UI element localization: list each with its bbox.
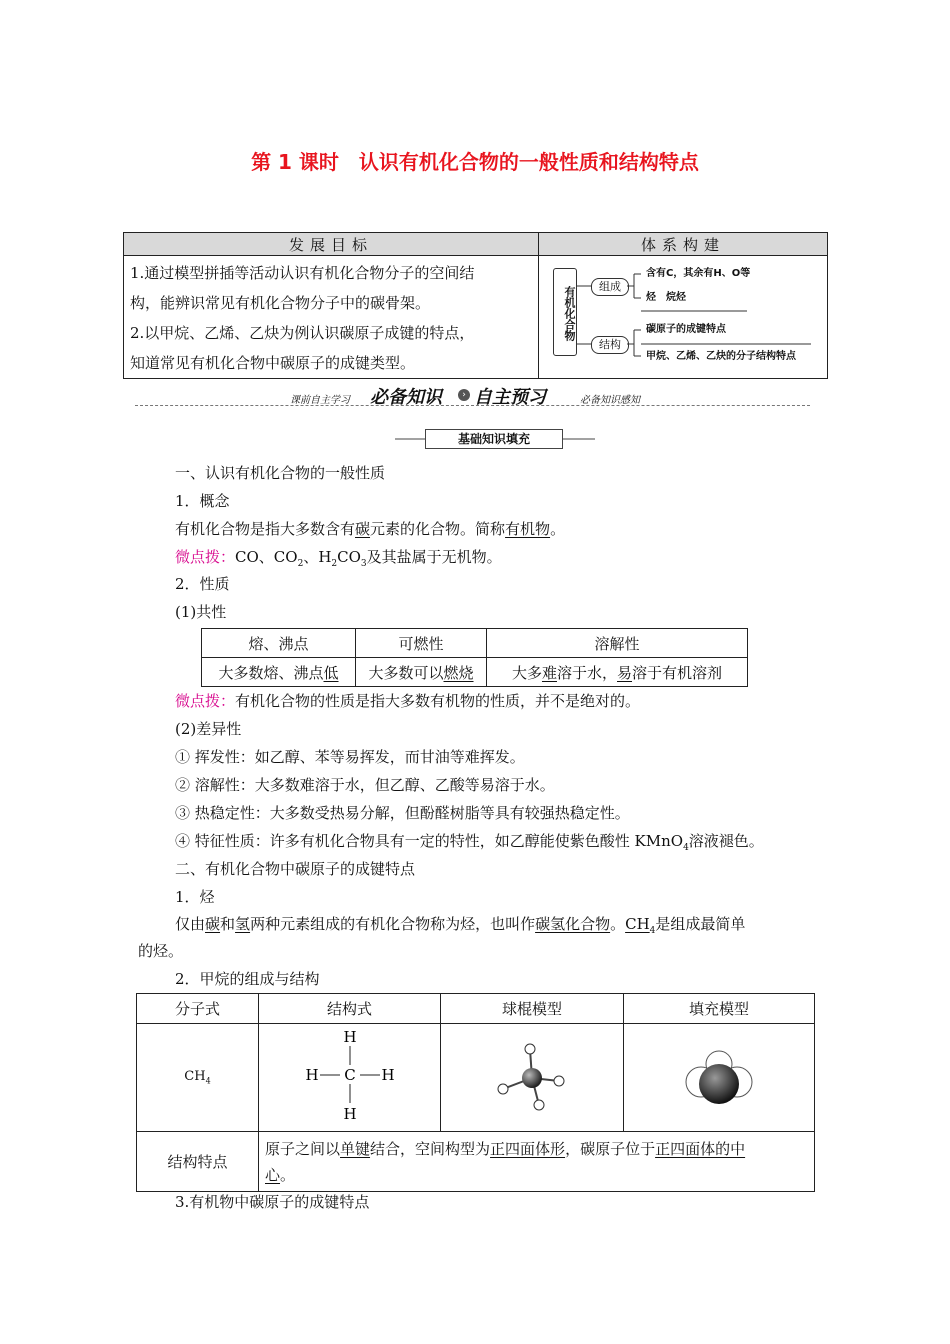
tip-label: 微点拨： [175, 548, 236, 566]
subheading-concept: 1．概念 [175, 492, 230, 510]
subheading-hydrocarbon: 1．烃 [175, 888, 215, 906]
methane-table [136, 993, 815, 1192]
section-divider [135, 405, 810, 406]
page-title: 第 1 课时 认识有机化合物的一般性质和结构特点 [251, 150, 699, 174]
t1-cell-1: 大多数熔、沸点低 [202, 658, 356, 687]
goal-line-4: 知道常见有机化合物中碳原子的成键类型。 [130, 354, 416, 372]
goal-line-3: 2.以甲烷、乙烯、乙炔为例认识碳原子成键的特点， [130, 324, 475, 342]
heading-1: 一、认识有机化合物的一般性质 [175, 464, 386, 482]
goal-line-1: 1.通过模型拼插等活动认识有机化合物分子的空间结 [130, 264, 475, 282]
t2-header-1: 分子式 [137, 994, 259, 1024]
t2-structural-formula [259, 1024, 441, 1132]
goals-text-cell [124, 256, 539, 379]
svg-text:H: H [380, 1065, 395, 1084]
goal-line-2: 构，能辨识常见有机化合物分子中的碳骨架。 [130, 294, 431, 312]
t2-header-3: 球棍模型 [441, 994, 624, 1024]
system-diagram-cell [539, 256, 828, 379]
subheading-differences: (2)差异性 [175, 720, 242, 738]
t2-space-filling-model [624, 1024, 815, 1132]
ball-stick-model-icon [487, 1033, 577, 1123]
subheading-methane: 2．甲烷的组成与结构 [175, 970, 320, 988]
subheading-properties: 2．性质 [175, 575, 230, 593]
section-bar-left: 课前自主学习 [290, 395, 350, 406]
svg-text:C: C [343, 1065, 356, 1084]
diagram-leaf-4: 甲烷、乙烯、乙炔的分子结构特点 [646, 351, 796, 362]
goals-header-right: 体系构建 [539, 233, 828, 256]
section-bar-right: 必备知识感知 [580, 395, 640, 406]
difference-4: ④ 特征性质：许多有机化合物具有一定的特性，如乙醇能使紫色酸性 KMnO$_4$溶液褪色。 [175, 832, 764, 853]
hydrocarbon-paragraph: 仅由碳和氢两种元素组成的有机化合物称为烃，也叫作碳氢化合物。$CH_4$是组成最简单 [175, 915, 746, 936]
difference-2: ② 溶解性：大多数难溶于水，但乙醇、乙酸等易溶于水。 [175, 776, 555, 794]
difference-3: ③ 热稳定性：大多数受热易分解，但酚醛树脂等具有较强热稳定性。 [175, 804, 630, 822]
section-bar-arrow-icon: › [458, 389, 470, 401]
t2-ball-stick-model [441, 1024, 624, 1132]
hydrocarbon-paragraph-end: 的烃。 [138, 942, 184, 960]
common-properties-table [201, 628, 748, 687]
t2-header-2: 结构式 [259, 994, 441, 1024]
t1-header-2: 可燃性 [356, 629, 487, 658]
t1-header-3: 溶解性 [487, 629, 748, 658]
t2-row2-label: 结构特点 [137, 1132, 259, 1192]
t2-header-4: 填充模型 [624, 994, 815, 1024]
concept-paragraph: 有机化合物是指大多数含有碳元素的化合物。简称有机物。 [175, 520, 566, 538]
subheading-carbon-bonding: 3.有机物中碳原子的成键特点 [175, 1193, 370, 1211]
section-bar [290, 383, 810, 411]
diagram-branch-structure: 结构 [591, 336, 629, 354]
goals-header-left: 发展目标 [124, 233, 539, 256]
diagram-leaf-2: 烃 烷烃 [646, 292, 686, 303]
tip-1: 微点拨：CO、$CO_2$、$H_2CO_3$及其盐属于无机物。 [175, 548, 502, 569]
t2-formula: $CH_4$ [137, 1024, 259, 1132]
t1-cell-3: 大多难溶于水，易溶于有机溶剂 [487, 658, 748, 687]
diagram-leaf-1: 含有C，其余有H、O等 [646, 268, 751, 279]
goals-table [123, 232, 828, 379]
heading-2: 二、有机化合物中碳原子的成键特点 [175, 860, 416, 878]
t1-cell-2: 大多数可以燃烧 [356, 658, 487, 687]
diagram-root: 有机化合物 [553, 268, 577, 356]
t2-structure-features: 原子之间以单键结合，空间构型为正四面体形，碳原子位于正四面体的中 心。 [259, 1132, 815, 1192]
structural-formula-diagram [300, 1028, 400, 1128]
section-bar-main2: 自主预习 [474, 387, 546, 408]
svg-text:H: H [342, 1027, 357, 1046]
svg-text:H: H [304, 1065, 319, 1084]
tip-2: 微点拨：有机化合物的性质是指大多数有机物的性质，并不是绝对的。 [175, 692, 641, 710]
basic-knowledge-label: 基础知识填充 [425, 429, 563, 449]
subheading-common: (1)共性 [175, 603, 227, 621]
section-bar-main: 必备知识 [370, 387, 442, 408]
diagram-branch-composition: 组成 [591, 278, 629, 296]
svg-text:H: H [342, 1104, 357, 1123]
space-filling-model-icon [679, 1038, 759, 1118]
t1-header-1: 熔、沸点 [202, 629, 356, 658]
difference-1: ① 挥发性：如乙醇、苯等易挥发，而甘油等难挥发。 [175, 748, 525, 766]
diagram-leaf-3: 碳原子的成键特点 [646, 324, 726, 335]
